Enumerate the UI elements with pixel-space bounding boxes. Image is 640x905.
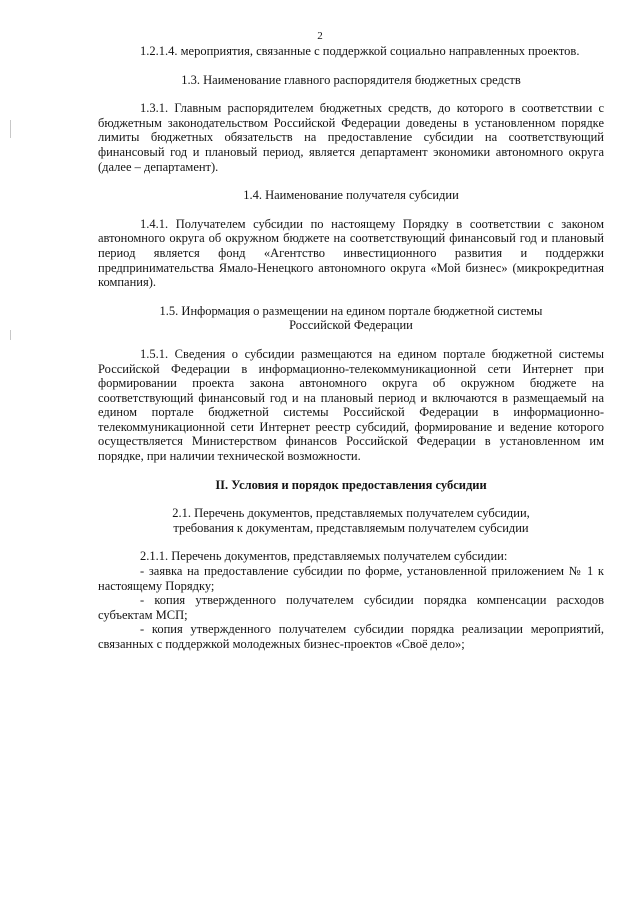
- section-heading-II: II. Условия и порядок предоставления субсидии: [215, 477, 487, 492]
- paragraph-1-3-1: 1.3.1. Главным распорядителем бюджетных средств, до которого в соответствии с бюджетным законодательством Российской Федерации доведены в установленном порядке лимиты бюджетных обязательств на предоставление субсидии на соответствующий финансовый год и плановый период, является департамент экономики автономного округа (далее – департамент).: [98, 101, 604, 174]
- paragraph-1-4-1: 1.4.1. Получателем субсидии по настоящему Порядку в соответствии с законом автономного округа об окружном бюджете на соответствующий финансовый год и плановый период является фонд «Агентство инвестиционного развития и поддержки предпринимательства Ямало-Ненецкого автономного округа «Мой бизнес» (микрокредитная компания).: [98, 216, 604, 290]
- paragraph-1-2-1-4: 1.2.1.4. мероприятия, связанные с поддержкой социально направленных проектов.: [140, 44, 580, 58]
- heading-1-4: 1.4. Наименование получателя субсидии: [243, 188, 459, 203]
- list-item: - копия утвержденного получателем субсидии порядка компенсации расходов субъектам МСП;: [98, 593, 604, 622]
- heading-1-3: 1.3. Наименование главного распорядителя бюджетных средств: [181, 72, 521, 87]
- page-number: 2: [317, 30, 323, 42]
- heading-1-5-line1: 1.5. Информация о размещении на едином портале бюджетной системы: [159, 303, 543, 318]
- document-body: [98, 44, 604, 652]
- heading-2-1: [98, 506, 604, 535]
- heading-2-1-line1: 2.1. Перечень документов, представляемых получателем субсидии,: [172, 506, 530, 521]
- scan-artifact: [10, 330, 11, 340]
- list-item: - заявка на предоставление субсидии по форме, установленной приложением № 1 к настоящему Порядку;: [98, 564, 604, 593]
- list-item: - копия утвержденного получателем субсидии порядка реализации мероприятий, связанных с поддержкой молодежных бизнес-проектов «Своё дело»;: [98, 622, 604, 651]
- scan-artifact: [10, 120, 11, 138]
- heading-1-5-line2: Российской Федерации: [289, 318, 413, 333]
- heading-1-5: [98, 304, 604, 333]
- heading-2-1-line2: требования к документам, представляемым получателем субсидии: [173, 520, 529, 535]
- paragraph-1-5-1: 1.5.1. Сведения о субсидии размещаются на едином портале бюджетной системы Российской Федерации в информационно-телекоммуникационной сети Интернет при формировании проекта закона автономного округа об окружном бюджете на соответствующий финансовый год и на плановый период и включаются в размещаемый на едином портале бюджетной системы Российской Федерации в информационно-телекоммуникационной сети Интернет реестр субсидий, формирование и ведение которого осуществляется Министерством финансов Российской Федерации в установленном им порядке, при наличии технической возможности.: [98, 346, 604, 464]
- paragraph-2-1-1: 2.1.1. Перечень документов, представляемых получателем субсидии:: [140, 549, 508, 564]
